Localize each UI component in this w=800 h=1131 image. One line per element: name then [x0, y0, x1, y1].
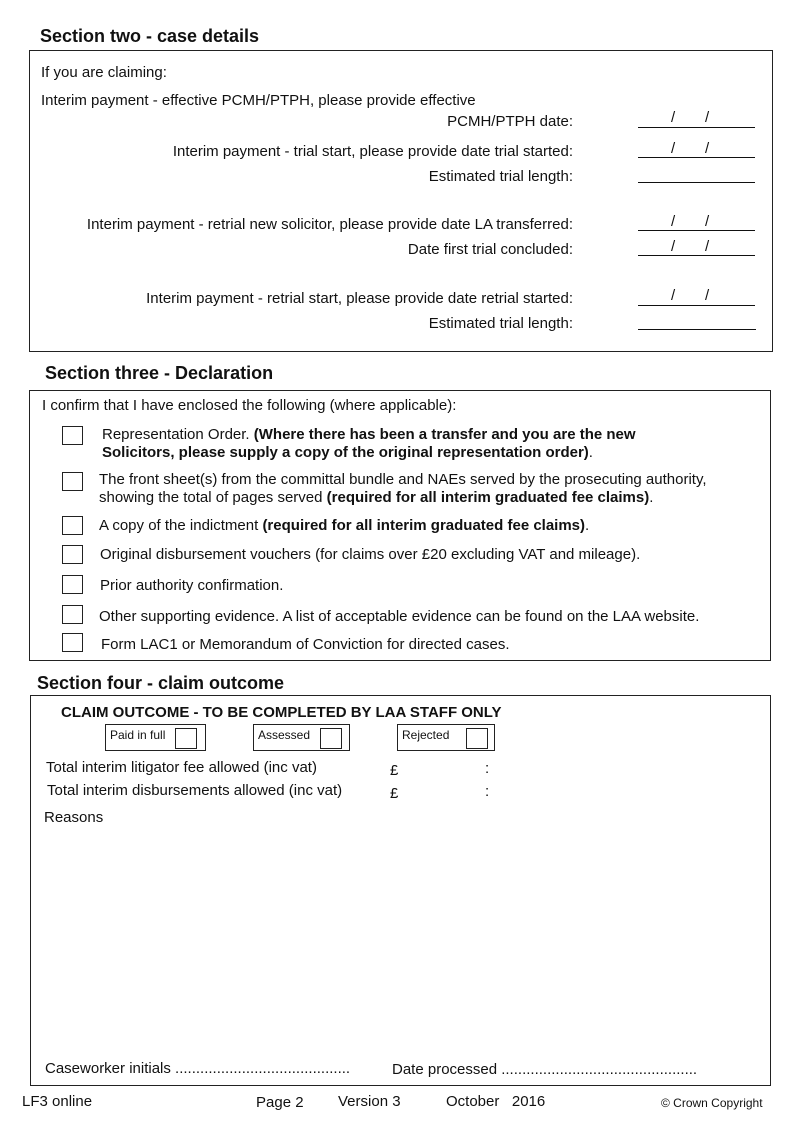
- item-front-sheet-cont: showing the total of pages served (required for all interim graduated fee claims).: [99, 489, 654, 506]
- pcmh-label-line1: Interim payment - effective PCMH/PTPH, please provide effective: [41, 92, 476, 109]
- trial-length-field[interactable]: [638, 182, 755, 183]
- assessed-label: Assessed: [258, 728, 311, 742]
- disbursement-vouchers-checkbox[interactable]: [62, 545, 83, 564]
- front-sheet-checkbox[interactable]: [62, 472, 83, 491]
- rejected-checkbox[interactable]: [466, 728, 488, 749]
- item-disbursement-vouchers: Original disbursement vouchers (for claims over £20 excluding VAT and mileage).: [100, 546, 641, 563]
- section-two-title: Section two - case details: [40, 26, 260, 46]
- pcmh-date-field[interactable]: [638, 127, 755, 128]
- date-slash: /: [671, 109, 676, 126]
- other-evidence-checkbox[interactable]: [62, 605, 83, 624]
- section-three-title: Section three - Declaration: [45, 363, 274, 383]
- disbursements-pound: £: [390, 785, 399, 802]
- representation-order-checkbox[interactable]: [62, 426, 83, 445]
- item-prior-authority: Prior authority confirmation.: [100, 577, 284, 594]
- declaration-confirm: I confirm that I have enclosed the following (where applicable):: [42, 397, 457, 414]
- footer-date: October 2016: [446, 1093, 546, 1110]
- disbursements-colon: :: [485, 783, 490, 800]
- first-trial-concluded-label: Date first trial concluded:: [407, 241, 573, 258]
- trial-length-label: Estimated trial length:: [428, 168, 573, 185]
- paid-in-full-label: Paid in full: [110, 728, 166, 742]
- litigator-fee-label: Total interim litigator fee allowed (inc vat): [46, 759, 317, 776]
- date-slash: /: [671, 238, 676, 255]
- date-slash: /: [705, 213, 710, 230]
- paid-in-full-checkbox[interactable]: [175, 728, 197, 749]
- date-slash: /: [671, 140, 676, 157]
- date-slash: /: [705, 109, 710, 126]
- item-form-lac1: Form LAC1 or Memorandum of Conviction for directed cases.: [101, 636, 510, 653]
- reasons-label: Reasons: [44, 809, 104, 826]
- retrial-length-label: Estimated trial length:: [428, 315, 573, 332]
- indictment-checkbox[interactable]: [62, 516, 83, 535]
- date-slash: /: [705, 238, 710, 255]
- retrial-length-field[interactable]: [638, 329, 756, 330]
- reasons-field[interactable]: [40, 830, 760, 1050]
- form-lac1-checkbox[interactable]: [62, 633, 83, 652]
- pcmh-label-line2: PCMH/PTPH date:: [447, 113, 573, 130]
- prior-authority-checkbox[interactable]: [62, 575, 83, 594]
- section-two-intro: If you are claiming:: [41, 64, 167, 81]
- item-other-evidence: Other supporting evidence. A list of acceptable evidence can be found on the LAA website.: [99, 608, 700, 625]
- litigator-fee-pound: £: [390, 762, 399, 779]
- footer-copyright: © Crown Copyright: [661, 1096, 763, 1110]
- footer-form-id: LF3 online: [22, 1093, 93, 1110]
- caseworker-initials: Caseworker initials ..........................................: [45, 1060, 351, 1077]
- footer-page: Page 2: [256, 1094, 304, 1111]
- disbursements-label: Total interim disbursements allowed (inc vat): [47, 782, 343, 799]
- claim-outcome-heading: CLAIM OUTCOME - TO BE COMPLETED BY LAA STAFF ONLY: [61, 704, 502, 721]
- date-processed: Date processed ...............................................: [392, 1061, 698, 1078]
- first-trial-concluded-date-field[interactable]: [638, 255, 755, 256]
- retrial-start-label: Interim payment - retrial start, please provide date retrial started:: [146, 290, 573, 307]
- litigator-fee-colon: :: [485, 760, 490, 777]
- item-representation-order-cont: Solicitors, please supply a copy of the original representation order).: [102, 444, 593, 461]
- assessed-checkbox[interactable]: [320, 728, 342, 749]
- la-transferred-date-field[interactable]: [638, 230, 755, 231]
- item-front-sheet: The front sheet(s) from the committal bundle and NAEs served by the prosecuting authority,: [99, 471, 707, 488]
- trial-start-label: Interim payment - trial start, please provide date trial started:: [172, 143, 573, 160]
- date-slash: /: [705, 287, 710, 304]
- date-slash: /: [705, 140, 710, 157]
- footer-version: Version 3: [338, 1093, 401, 1110]
- trial-start-date-field[interactable]: [638, 157, 755, 158]
- date-slash: /: [671, 287, 676, 304]
- date-slash: /: [671, 213, 676, 230]
- retrial-start-date-field[interactable]: [638, 305, 755, 306]
- item-representation-order: Representation Order. (Where there has been a transfer and you are the new: [102, 426, 636, 443]
- item-indictment: A copy of the indictment (required for all interim graduated fee claims).: [99, 517, 590, 534]
- section-four-title: Section four - claim outcome: [37, 673, 285, 693]
- rejected-label: Rejected: [402, 728, 450, 742]
- retrial-new-solicitor-label: Interim payment - retrial new solicitor, please provide date LA transferred:: [86, 216, 573, 233]
